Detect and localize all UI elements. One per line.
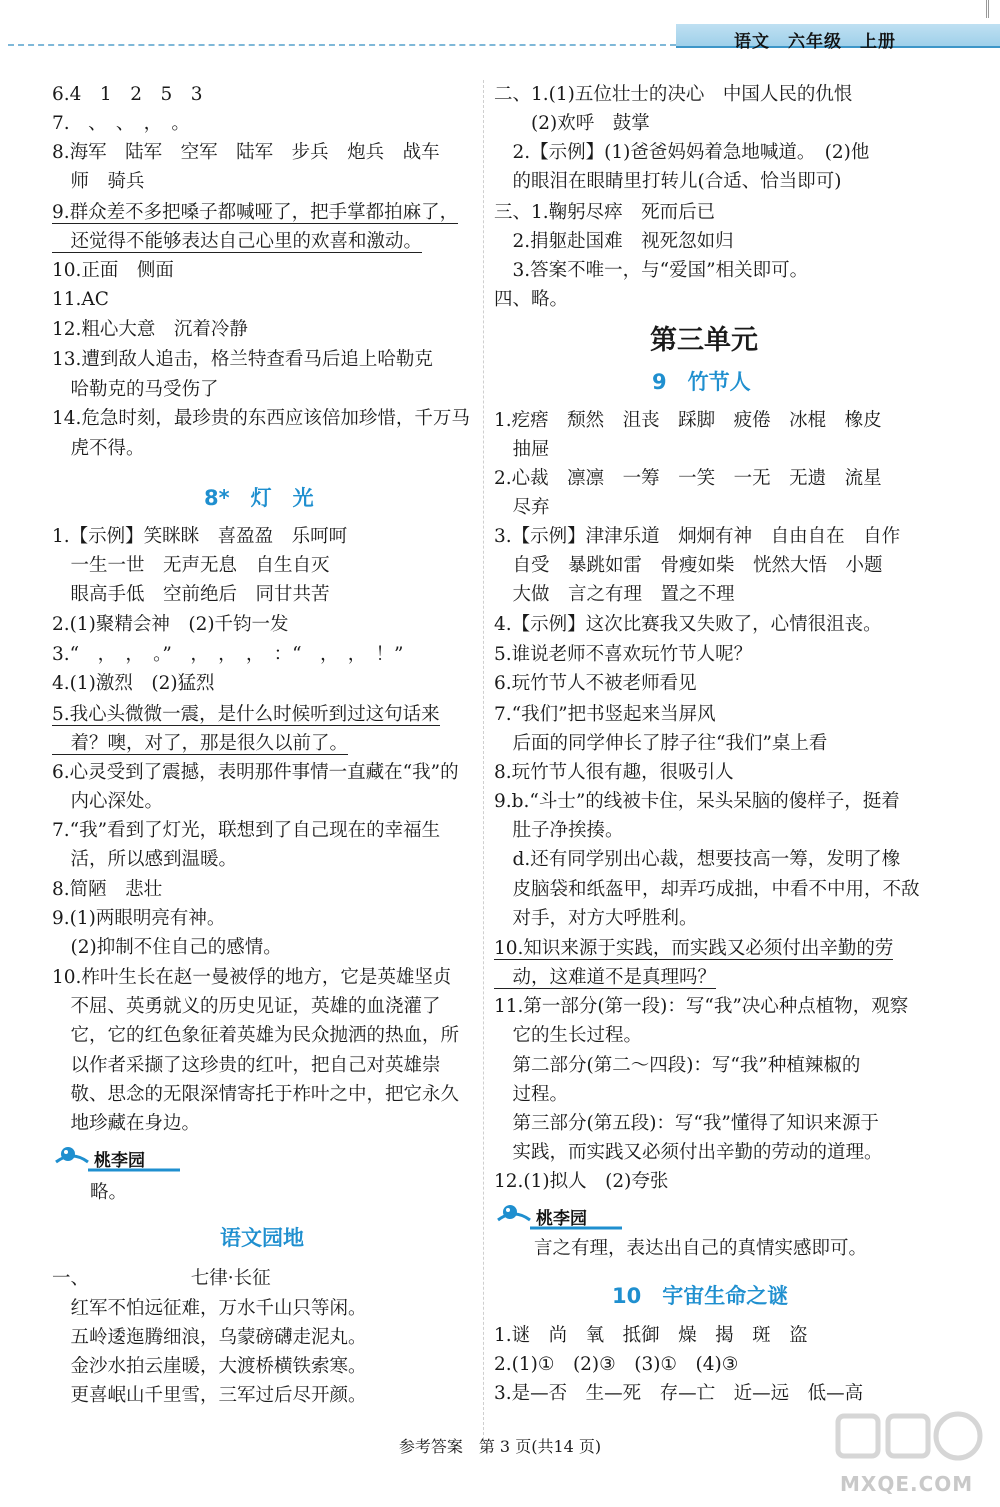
answer-line: 2.(1)聚精会神 (2)千钧一发 <box>52 614 289 635</box>
answer-line-underlined <box>52 200 458 226</box>
answer-line: 内心深处。 <box>52 791 164 812</box>
underlined-text: 5.我心头微微一震，是什么时候听到过这句话来 <box>52 704 440 725</box>
answer-line: 第三部分(第五段)：写“我”懂得了知识来源于 <box>494 1113 879 1134</box>
answer-line: 肚子净挨揍。 <box>494 820 624 841</box>
answer-line: 8.简陋 悲壮 <box>52 879 163 900</box>
answer-line: 6.4 1 2 5 3 <box>52 84 203 105</box>
unit-title: 第三单元 <box>650 325 758 356</box>
header-subject: 语文 六年级 上册 <box>734 32 896 52</box>
answer-line: 实践，而实践又必须付出辛勤的劳动的道理。 <box>494 1142 883 1163</box>
answer-line: 8.海军 陆军 空军 陆军 步兵 炮兵 战车 <box>52 142 440 163</box>
answer-line: 8.玩竹节人很有趣，很吸引人 <box>494 762 734 783</box>
answer-line: 3.答案不唯一，与“爱国”相关即可。 <box>494 260 809 281</box>
answer-line: 11.第一部分(第一段)：写“我”决心种点植物，观察 <box>494 996 909 1017</box>
poem-line: 红军不怕远征难，万水千山只等闲。 <box>52 1298 367 1319</box>
answer-line: 1.疙瘩 颓然 沮丧 踩脚 疲倦 冰棍 橡皮 <box>494 410 882 431</box>
answer-line: 3.【示例】津津乐道 炯炯有神 自由自在 自作 <box>494 526 901 547</box>
underlined-text: 10.知识来源于实践，而实践又必须付出辛勤的劳 <box>494 938 894 959</box>
answer-line: 4.(1)激烈 (2)猛烈 <box>52 673 215 694</box>
answer-line: 11.AC <box>52 289 109 310</box>
section-title-9: 9 竹节人 <box>652 370 751 394</box>
answer-line: (2)抑制不住自己的感情。 <box>52 937 282 958</box>
page-footer: 参考答案 第 3 页(共14 页) <box>398 1437 602 1456</box>
poem-line: 更喜岷山千里雪，三军过后尽开颜。 <box>52 1385 367 1406</box>
answer-line: 第二部分(第二～四段)：写“我”种植辣椒的 <box>494 1055 861 1076</box>
watermark-text: MXQE.COM <box>840 1472 974 1496</box>
answer-line: 后面的同学伸长了脖子往“我们”桌上看 <box>494 733 828 754</box>
answer-line-underlined <box>52 731 348 757</box>
answer-line: 虎不得。 <box>52 438 145 459</box>
section-title-8: 8* 灯 光 <box>204 486 314 510</box>
answer-line: 略。 <box>90 1182 128 1203</box>
answer-line: (2)欢呼 鼓掌 <box>494 113 650 134</box>
poem-line: 金沙水拍云崖暖，大渡桥横铁索寒。 <box>52 1356 367 1377</box>
answer-line: 对手，对方大呼胜利。 <box>494 908 698 929</box>
column-divider <box>483 80 484 1440</box>
answer-line: 6.心灵受到了震撼，表明那件事情一直藏在“我”的 <box>52 762 459 783</box>
answer-line: 9.(1)两眼明亮有神。 <box>52 908 226 929</box>
answer-line-underlined <box>494 965 716 991</box>
answer-line: 三、1.鞠躬尽瘁 死而后已 <box>494 202 716 223</box>
answer-line: 1.谜 尚 氧 抵御 燥 揭 斑 盗 <box>494 1325 808 1346</box>
corner-mark <box>986 0 989 18</box>
poem-line: 五岭逶迤腾细浪，乌蒙磅礴走泥丸。 <box>52 1327 367 1348</box>
answer-line: 7.“我们”把书竖起来当屏风 <box>494 704 716 725</box>
answer-line: 9.b.“斗士”的线被卡住，呆头呆脑的傻样子，挺着 <box>494 791 900 812</box>
poem-line: 一、 七律·长征 <box>52 1268 271 1289</box>
header-dashed-rule <box>8 44 676 46</box>
answer-line: 2.【示例】(1)爸爸妈妈着急地喊道。 (2)他 <box>494 142 870 163</box>
answer-line: 14.危急时刻，最珍贵的东西应该倍加珍惜，千万马 <box>52 408 470 429</box>
answer-line: 7.“我”看到了灯光，联想到了自己现在的幸福生 <box>52 820 441 841</box>
answer-line: 它，它的红色象征着英雄为民众抛洒的热血，所 <box>52 1025 460 1046</box>
answer-line: 10.正面 侧面 <box>52 260 174 281</box>
taoliyuan-label: 桃李园 <box>94 1151 145 1171</box>
answer-line: d.还有同学别出心裁，想要技高一筹，发明了橡 <box>494 849 901 870</box>
section-title-10: 10 宇宙生命之谜 <box>612 1284 789 1308</box>
answer-line-underlined <box>52 229 422 255</box>
answer-line: 眼高手低 空前绝后 同甘共苦 <box>52 584 330 605</box>
answer-line: 师 骑兵 <box>52 171 145 192</box>
answer-line: 13.遭到敌人追击，格兰特查看马后追上哈勒克 <box>52 349 433 370</box>
underlined-text: 还觉得不能够表达自己心里的欢喜和激动。 <box>52 231 423 252</box>
answer-line: 以作者采撷了这珍贵的红叶，把自己对英雄崇 <box>52 1055 441 1076</box>
answer-line: 不屈、英勇就义的历史见证，英雄的血浇灌了 <box>52 996 441 1017</box>
answer-line: 地珍藏在身边。 <box>52 1113 201 1134</box>
answer-line: 过程。 <box>494 1084 569 1105</box>
answer-line: 12.(1)拟人 (2)夸张 <box>494 1171 669 1192</box>
answer-line: 1.【示例】笑眯眯 喜盈盈 乐呵呵 <box>52 526 348 547</box>
answer-line: 敬、思念的无限深情寄托于柞叶之中，把它永久 <box>52 1084 460 1105</box>
answer-line: 哈勒克的马受伤了 <box>52 379 219 400</box>
answer-line-underlined <box>52 702 440 728</box>
answer-line: 四、略。 <box>494 289 569 310</box>
answer-line: 12.粗心大意 沉着冷静 <box>52 319 248 340</box>
answer-line: 皮脑袋和纸盔甲，却弄巧成拙，中看不中用，不敌 <box>494 879 920 900</box>
taoliyuan-badge <box>52 1140 182 1174</box>
answer-line: 6.玩竹节人不被老师看见 <box>494 673 697 694</box>
answer-line: 它的生长过程。 <box>494 1025 643 1046</box>
answer-line: 3.是—否 生—死 存—亡 近—远 低—高 <box>494 1383 864 1404</box>
section-title-garden: 语文园地 <box>220 1226 304 1250</box>
answer-line: 一生一世 无声无息 自生自灭 <box>52 555 330 576</box>
answer-line: 2.心裁 凛凛 一筹 一笑 一无 无遗 流星 <box>494 468 882 489</box>
answer-line: 言之有理，表达出自己的真情实感即可。 <box>534 1238 868 1259</box>
answer-line: 抽屉 <box>494 439 550 460</box>
answer-line: 5.谁说老师不喜欢玩竹节人呢？ <box>494 644 753 665</box>
answer-line: 10.柞叶生长在赵一曼被俘的地方，它是英雄坚贞 <box>52 967 452 988</box>
taoliyuan-label: 桃李园 <box>536 1209 587 1229</box>
answer-line: 大做 言之有理 置之不理 <box>494 584 735 605</box>
answer-line: 尽弃 <box>494 497 550 518</box>
answer-line: 自受 暴跳如雷 骨瘦如柴 恍然大悟 小题 <box>494 555 883 576</box>
answer-line: 二、1.(1)五位壮士的决心 中国人民的仇恨 <box>494 84 853 105</box>
underlined-text: 着？噢，对了，那是很久以前了。 <box>52 733 349 754</box>
taoliyuan-badge <box>494 1198 624 1232</box>
answer-line: 活，所以感到温暖。 <box>52 849 238 870</box>
underlined-text: 9.群众差不多把嗓子都喊哑了，把手掌都拍麻了， <box>52 202 459 223</box>
answer-line: 3.“ ， ， 。” ， ， ， ：“ ， ， ！” <box>52 644 404 665</box>
answer-line: 4.【示例】这次比赛我又失败了，心情很沮丧。 <box>494 614 882 635</box>
underlined-text: 动，这难道不是真理吗？ <box>494 967 717 988</box>
answer-line: 2.捐躯赴国难 视死忽如归 <box>494 231 734 252</box>
answer-line: 7. 、 、 ， 。 <box>52 113 190 134</box>
answer-line: 的眼泪在眼睛里打转儿(合适、恰当即可) <box>494 171 842 192</box>
answer-line: 2.(1)① (2)③ (3)① (4)③ <box>494 1354 739 1375</box>
answer-line-underlined <box>494 936 893 962</box>
